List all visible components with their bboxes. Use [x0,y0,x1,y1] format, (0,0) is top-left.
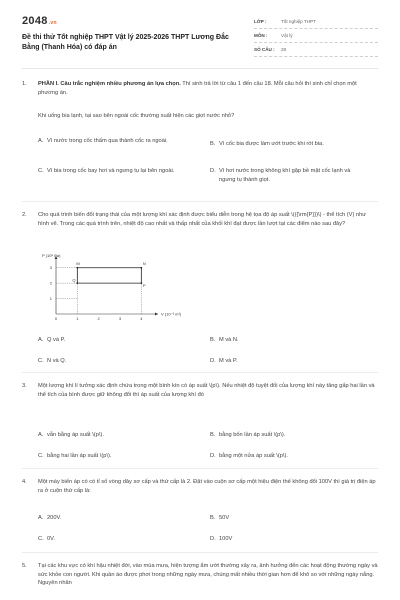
exam-meta [254,15,378,57]
point-label-q: Q [72,277,76,283]
x-tick-label: 1 [76,316,79,321]
option-b[interactable]: B. Vì cốc bia được làm ướt trước khi rót bia. [210,141,324,147]
meta-row-class: LỚP : Tốt nghiệp THPT [254,15,378,29]
point-n [140,267,142,269]
option-c[interactable]: C. N và Q. [38,358,67,364]
option-a[interactable]: A. Vì nước trong cốc thấm qua thành cốc ra ngoài. [38,138,168,144]
option-b[interactable]: B. M và N. [210,337,239,343]
logo-text: 2048 [22,15,48,27]
option-c[interactable]: C. Vì bia trong cốc bay hơi và ngưng tụ lại bên ngoài. [38,168,175,174]
option-a[interactable]: A. vẫn bằng áp suất \(p\). [38,432,104,438]
option-c[interactable]: C. bằng hai lần áp suất \(p\). [38,453,112,459]
point-label-m: M [76,261,80,267]
question-text: Cho quá trình biến đổi trạng thái của một lượng khí xác định được biểu diễn trong hệ tọa độ áp suất \(({\rm{P}})\) - thể tích (V) như hình vẽ. Trong các quá trình trên, nhiệt độ cao nhất và thấp nhất của khối khí đạt được lần lượt tại các điểm nào sau đây? [38,212,367,227]
question-number: 4. [22,479,27,485]
question-text: PHẦN I. Câu trắc nghiệm nhiều phương án lựa chọn. Thí sinh trả lời từ câu 1 đến câu 18. Mỗi câu hỏi thí sinh chỉ chọn một phương án. [38,81,357,96]
pv-cycle-path [77,268,141,283]
question-number: 3. [22,383,27,389]
header-divider [22,68,378,69]
logo-suffix: .vn [48,20,57,26]
document-page: 2048.vn Đề thi thử Tốt nghiệp THPT Vật lý 2025-2026 THPT Lương Đắc Bằng (Thanh Hóa) có đáp án LỚP : Tốt nghiệp THPT MÔN : Vật lý SỐ CÂU : 28 1. PHẦN I. Câu trắc nghiệm nhiều phương án lựa chọn. Thí sinh trả lời từ câu 1 đến câu 18. Mỗi câu hỏi thí sinh chỉ chọn một phương án. Khi uống bia lạnh, tại sao bên ngoài cốc thường xuất hiện các giọt nước nhỏ? A. Vì nước trong cốc thấm qua thành cốc ra ngoài. B. Vì cốc bia được làm ướt trước khi rót bia. C. Vì bia trong cốc bay hơi và ngưng tụ lại bên ngoài. D. Vì hơi nước trong không khí gặp bề mặt cốc lạnh và ngưng tụ thành giọt. 2. Cho quá trình biến đổi trạng thái của một lượng khí xác định được biểu diễn trong hệ tọa độ áp suất \(({\rm{P}})\) - thể tích (V) như hình vẽ. Trong các quá trình trên, nhiệt độ cao nhất và thấp nhất của khối khí đạt được lần lượt tại các điểm nào sau đây? P (10⁵ Pa) V (10⁻³ m³) 3 2 1 0 1 2 3 4 M N P Q A. Q và P. B. M và N. C. N và Q. D. M và P. 3. Một lượng khí lí tưởng xác định chứa trong một bình kín có áp suất \(p\). Nếu nhiệt độ tuyệt đối của lượng khí này tăng gấp hai lần và thể tích của bình được giữ không đổi thì áp suất của lượng khí đó A. vẫn bằng áp suất \(p\). B. bằng bốn lần áp suất \(p\). C. bằng hai lần áp suất \(p\). D. bằng một nửa áp suất \(p\). 4. Một máy biến áp có có tỉ số vòng dây sơ cấp và thứ cấp là 2. Đặt vào cuộn sơ cấp một hiệu điện thế không đổi 100V thì giá trị điện áp ra ở cuộn thứ cấp là: A. 200V. B. 50V C. 0V. D. 100V 5. Tại các khu vực có khí hậu nhiệt đới, vào mùa mưa, hiện tượng ẩm ướt thường xảy ra, ảnh hưởng đến các hoạt động thường ngày và sức khỏe con người. Khi quần áo được phơi trong những ngày mưa, chúng mất nhiều thời gian hơn để khô so với những ngày nắng. Nguyên nhân [22,15,378,586]
document-title: Đề thi thử Tốt nghiệp THPT Vật lý 2025-2026 THPT Lương Đắc Bằng (Thanh Hóa) có đáp án [22,34,229,51]
question-separator [22,201,378,202]
question-separator [22,552,378,553]
point-m [76,267,78,269]
site-logo[interactable] [22,15,57,27]
y-tick-label: 1 [49,296,52,302]
x-axis-label: V (10⁻³ m³) [161,311,182,317]
x-tick-label: 3 [118,316,122,321]
question-text: Một máy biến áp có có tỉ số vòng dây sơ cấp và thứ cấp là 2. Đặt vào cuộn sơ cấp một hiệu điện thế không đổi 100V thì giá trị điện áp ra ở cuộn thứ cấp là: [38,479,376,494]
option-d[interactable]: D. M và P. [210,358,238,364]
question-text: Một lượng khí lí tưởng xác định chứa trong một bình kín có áp suất \(p\). Nếu nhiệt độ tuyệt đối của lượng khí này tăng gấp hai lần và thể tích của bình được giữ không đổi thì áp suất của lượng khí đó [38,383,375,398]
meta-row-count: SỐ CÂU : 28 [254,43,378,57]
option-b[interactable]: B. bằng bốn lần áp suất \(p\). [210,432,286,438]
question-separator [22,468,378,469]
option-c[interactable]: C. 0V. [38,536,56,542]
pv-diagram [38,252,182,324]
option-a[interactable]: A. 200V. [38,515,62,521]
meta-row-subject: MÔN : Vật lý [254,29,378,43]
y-tick-label: 3 [49,265,52,271]
option-d[interactable]: D. 100V [210,536,233,542]
pv-graph [38,252,182,328]
y-tick-label: 2 [49,280,52,286]
option-a[interactable]: A. Q và P. [38,337,66,343]
y-axis-label: P (10⁵ Pa) [42,253,61,258]
question-separator [22,372,378,373]
question-text: Tại các khu vực có khí hậu nhiệt đới, vào mùa mưa, hiện tượng ẩm ướt thường xảy ra, ảnh hưởng đến các hoạt động thường ngày và sức khỏe con người. Khi quần áo được phơi trong những ngày mưa, chúng mất nhiều thời gian hơn để khô so với những ngày nắng. Nguyên nhân [38,563,378,586]
option-b[interactable]: B. 50V [210,515,230,521]
point-q [76,282,78,284]
x-tick-label: 4 [140,316,143,321]
question-number: 1. [22,81,27,87]
point-label-p: P [142,283,146,289]
point-label-n: N [142,261,146,267]
section-heading: PHẦN I. Câu trắc nghiệm nhiều phương án lựa chọn. [38,81,181,87]
page-header [22,15,378,57]
option-d[interactable]: D. bằng một nửa áp suất \(p\). [210,453,288,459]
x-tick-label: 0 [54,316,58,321]
x-axis-arrow [155,313,158,316]
question-number: 2. [22,212,27,218]
question-number: 5. [22,563,27,569]
option-d[interactable]: D. Vì hơi nước trong không khí gặp bề mặt cốc lạnh và ngưng tụ thành giọt. [210,168,351,183]
x-tick-label: 2 [97,316,100,321]
